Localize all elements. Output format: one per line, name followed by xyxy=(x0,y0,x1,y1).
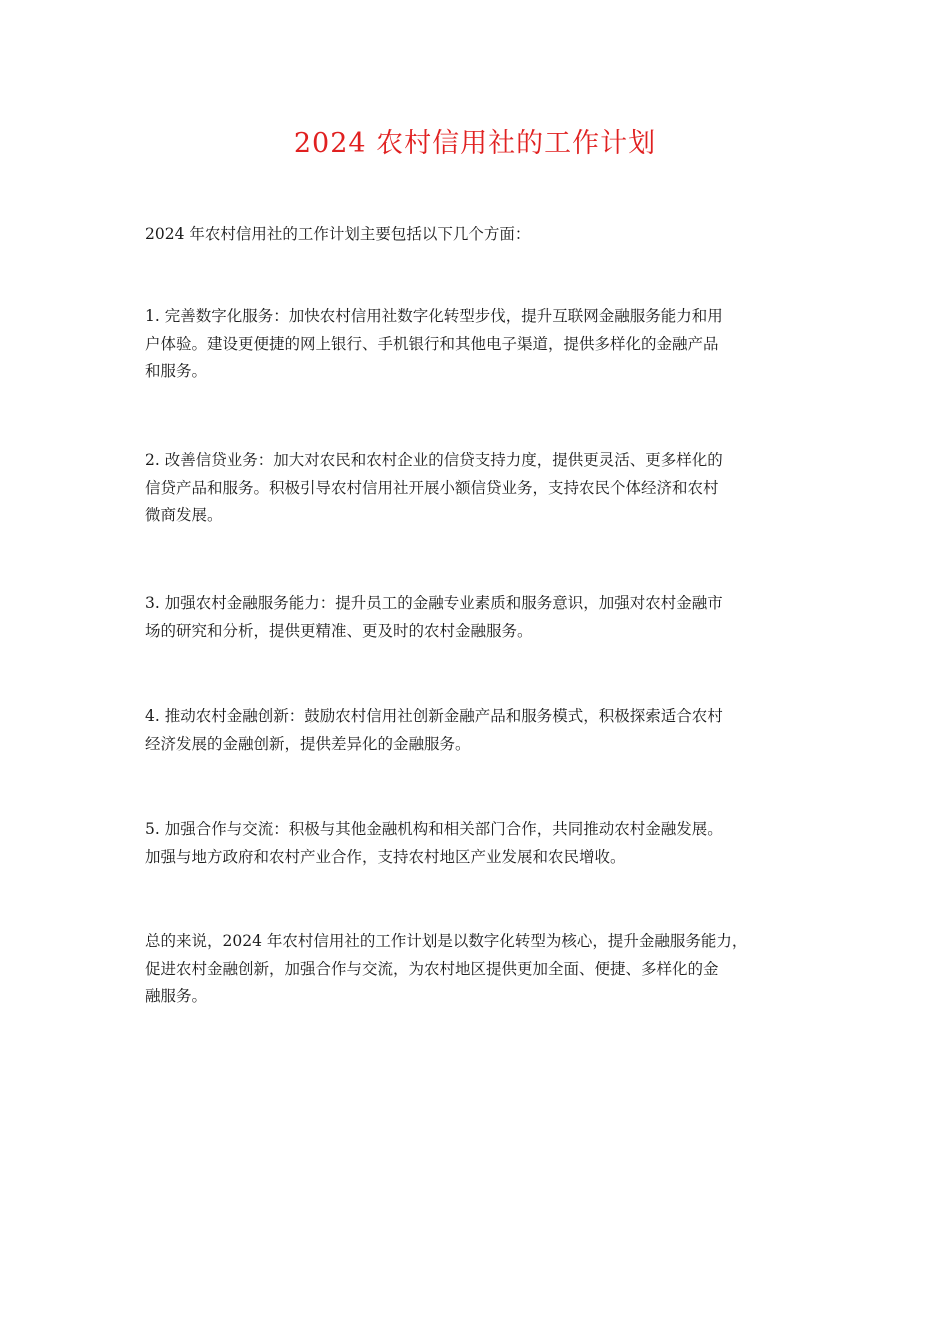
plan-item-4: 4. 推动农村金融创新：鼓励农村信用社创新金融产品和服务模式，积极探索适合农村 经济发展的金融创新，提供差异化的金融服务。 xyxy=(145,707,723,753)
plan-item-1: 1. 完善数字化服务：加快农村信用社数字化转型步伐，提升互联网金融服务能力和用 户体验。建设更便捷的网上银行、手机银行和其他电子渠道，提供多样化的金融产品 和服务。 xyxy=(145,307,723,380)
intro-paragraph: 2024 年农村信用社的工作计划主要包括以下几个方面： xyxy=(145,225,531,243)
plan-item-2: 2. 改善信贷业务：加大对农民和农村企业的信贷支持力度，提供更灵活、更多样化的 信贷产品和服务。积极引导农村信用社开展小额信贷业务，支持农民个体经济和农村 微商发展。 xyxy=(145,451,723,524)
plan-item-3: 3. 加强农村金融服务能力：提升员工的金融专业素质和服务意识，加强对农村金融市 场的研究和分析，提供更精准、更及时的农村金融服务。 xyxy=(145,594,723,640)
document-title: 2024 农村信用社的工作计划 xyxy=(293,128,657,159)
plan-item-5: 5. 加强合作与交流：积极与其他金融机构和相关部门合作，共同推动农村金融发展。 加强与地方政府和农村产业合作，支持农村地区产业发展和农民增收。 xyxy=(145,820,723,866)
summary-paragraph: 总的来说，2024 年农村信用社的工作计划是以数字化转型为核心，提升金融服务能力， 促进农村金融创新，加强合作与交流，为农村地区提供更加全面、便捷、多样化的金 融服务。 xyxy=(145,932,748,1005)
